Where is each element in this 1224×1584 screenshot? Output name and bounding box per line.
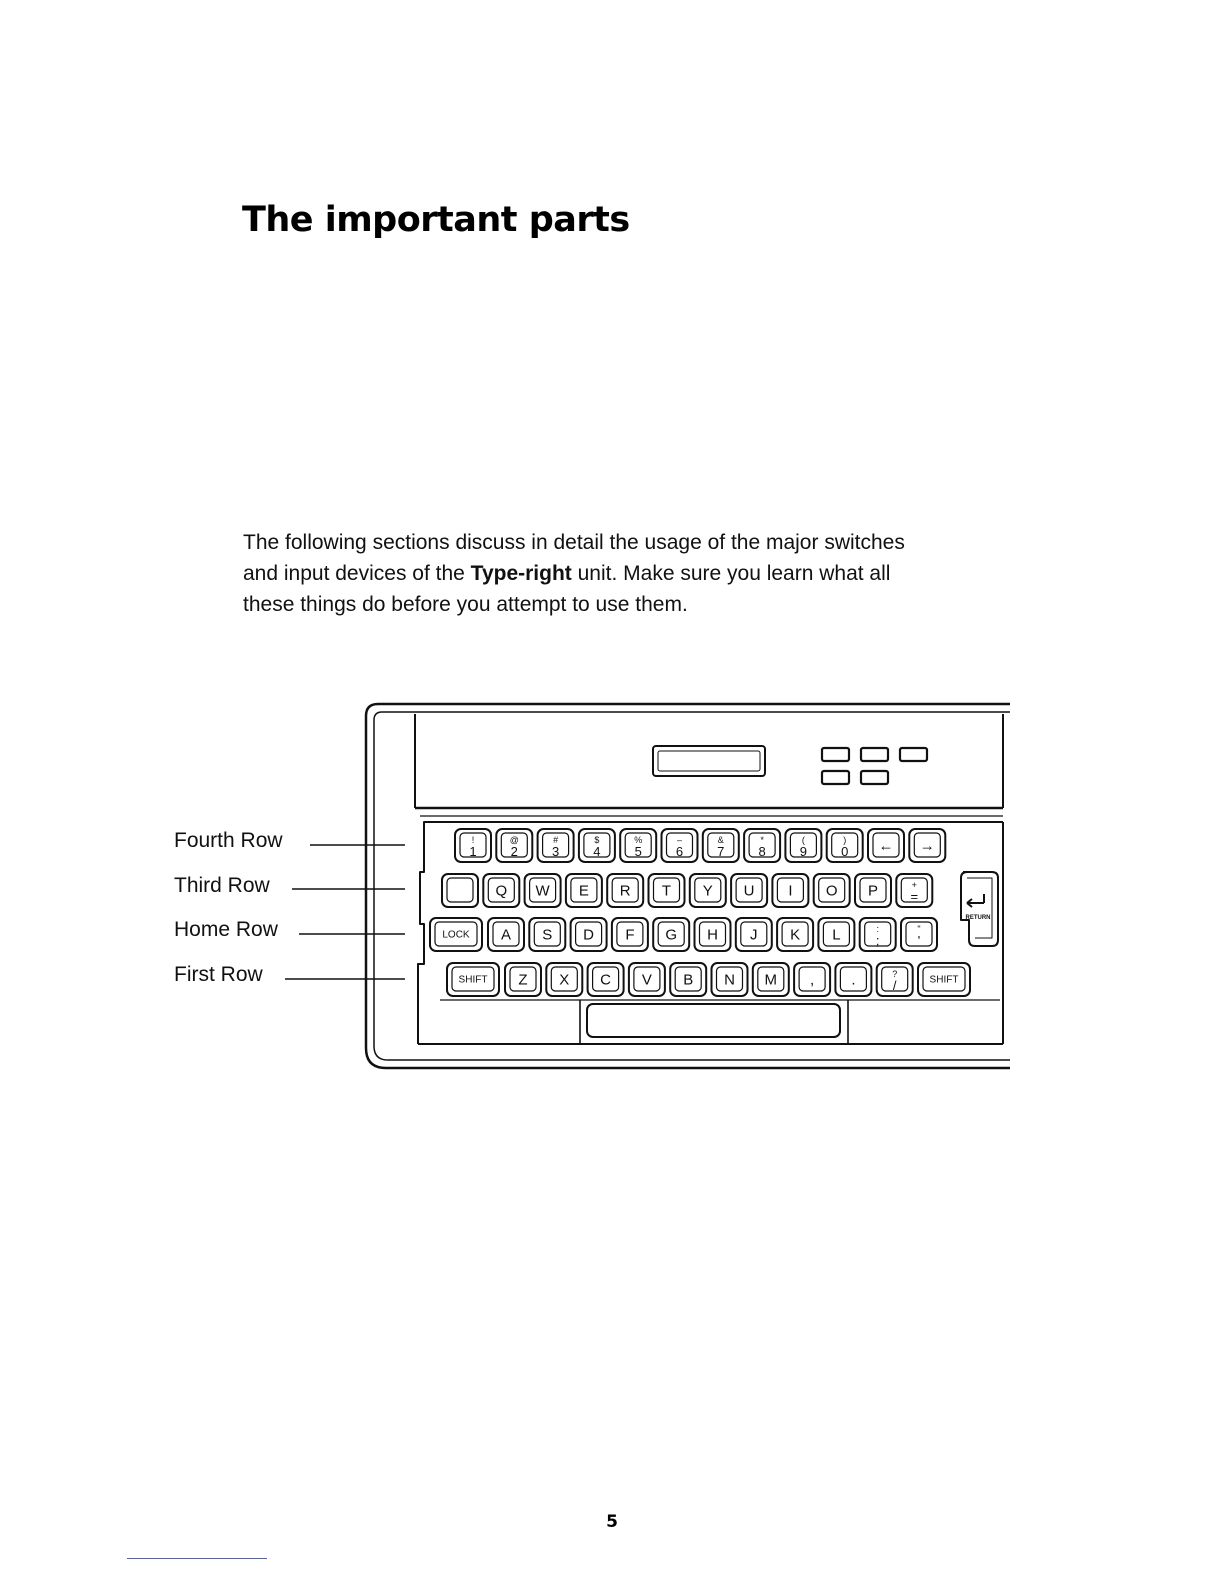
key-lower-legend: 8: [758, 844, 766, 859]
key-legend: G: [665, 926, 678, 944]
key-legend: W: [535, 882, 550, 900]
key-fourth-row-11: [909, 829, 945, 862]
key-legend: →: [919, 837, 935, 855]
key-home-row-10: [860, 918, 896, 951]
key-upper-legend: #: [553, 835, 559, 845]
key-legend: N: [724, 971, 735, 989]
key-fourth-row-2: [538, 829, 574, 862]
key-legend: E: [578, 882, 589, 900]
key-lower-legend: =: [910, 889, 919, 904]
key-third-row-0: [442, 874, 478, 907]
key-home-row-2: [529, 918, 565, 951]
key-first-row-7: [753, 963, 789, 996]
key-fourth-row-7: [744, 829, 780, 862]
key-legend: L: [832, 926, 841, 944]
key-upper-legend: !: [471, 835, 475, 845]
key-home-row-9: [818, 918, 854, 951]
key-lower-legend: /: [892, 978, 897, 993]
key-legend: Q: [495, 882, 508, 900]
key-home-row-1: [488, 918, 524, 951]
key-legend: M: [764, 971, 778, 989]
key-fourth-row-8: [785, 829, 821, 862]
key-home-row-3: [571, 918, 607, 951]
key-third-row-2: [525, 874, 561, 907]
key-upper-legend: :: [876, 924, 879, 934]
product-name: Type-right: [470, 562, 572, 585]
key-legend: H: [707, 926, 718, 944]
key-third-row-6: [690, 874, 726, 907]
key-home-row-7: [736, 918, 772, 951]
key-third-row-5: [649, 874, 685, 907]
fourth-row-label: Fourth Row: [174, 829, 283, 852]
intro-line-3: these things do before you attempt to use them.: [243, 593, 688, 616]
key-legend: V: [641, 971, 652, 989]
key-upper-legend: –: [676, 835, 683, 845]
page-number: 5: [606, 1512, 618, 1532]
key-first-row-10: [877, 963, 913, 996]
row-leader-lines: [285, 845, 405, 979]
space-bar: [587, 1004, 840, 1037]
key-first-row-4: [629, 963, 665, 996]
intro-line-2-end: unit. Make sure you learn what all: [571, 562, 891, 585]
key-legend: .: [851, 971, 856, 989]
key-fourth-row-10: [868, 829, 904, 862]
key-third-row-8: [772, 874, 808, 907]
key-legend: X: [559, 971, 570, 989]
key-fourth-row-0: [455, 829, 491, 862]
key-legend: J: [750, 926, 758, 944]
key-upper-legend: $: [594, 835, 600, 845]
key-legend: P: [867, 882, 879, 900]
key-fourth-row-4: [620, 829, 656, 862]
key-lower-legend: ': [917, 933, 921, 948]
key-upper-legend: %: [634, 835, 643, 845]
key-legend: B: [683, 971, 694, 989]
key-upper-legend: ": [917, 924, 921, 934]
key-legend: A: [500, 926, 512, 944]
key-legend: ←: [878, 837, 894, 855]
home-row-label: Home Row: [174, 918, 278, 941]
key-fourth-row-1: [496, 829, 532, 862]
key-lower-legend: ;: [875, 933, 880, 948]
first-row-label: First Row: [174, 963, 263, 986]
key-legend: I: [788, 882, 793, 900]
key-legend: D: [583, 926, 595, 944]
key-upper-legend: (: [801, 835, 805, 845]
intro-line-2-start: and input devices of the: [243, 562, 471, 585]
key-third-row-4: [607, 874, 643, 907]
key-fourth-row-9: [827, 829, 863, 862]
key-home-row-4: [612, 918, 648, 951]
key-legend: R: [619, 882, 631, 900]
key-lower-legend: 2: [510, 844, 518, 859]
keys-layer: [430, 829, 970, 996]
key-legend: C: [600, 971, 612, 989]
key-home-row-11: [901, 918, 937, 951]
key-legend: K: [790, 926, 801, 944]
key-legend: U: [743, 882, 755, 900]
key-first-row-0: [447, 963, 499, 996]
key-legend: ,: [810, 971, 815, 989]
key-third-row-10: [855, 874, 891, 907]
key-home-row-6: [695, 918, 731, 951]
key-fourth-row-5: [662, 829, 698, 862]
key-legend: Y: [702, 882, 713, 900]
key-lower-legend: 4: [593, 844, 601, 859]
key-lower-legend: 7: [717, 844, 725, 859]
key-legend: T: [661, 882, 672, 900]
key-third-row-1: [483, 874, 519, 907]
key-lower-legend: 6: [675, 844, 684, 859]
key-third-row-9: [814, 874, 850, 907]
key-upper-legend: @: [509, 835, 519, 845]
return-key-label: RETURN: [965, 915, 991, 921]
key-fourth-row-3: [579, 829, 615, 862]
key-lower-legend: 9: [799, 844, 808, 859]
footnote-rule: [127, 1558, 267, 1559]
intro-line-1: The following sections discuss in detail the usage of the major switches: [243, 531, 905, 554]
key-legend: Z: [518, 971, 528, 989]
key-legend: LOCK: [442, 929, 470, 941]
key-first-row-6: [712, 963, 748, 996]
third-row-label: Third Row: [174, 874, 270, 897]
return-arrow-icon: [967, 894, 984, 907]
key-face: [447, 878, 473, 902]
indicator-switches: [822, 748, 927, 784]
key-third-row-7: [731, 874, 767, 907]
key-upper-legend: +: [911, 880, 917, 890]
key-first-row-2: [546, 963, 582, 996]
key-home-row-0: [430, 918, 482, 951]
key-legend: SHIFT: [458, 974, 488, 986]
key-legend: SHIFT: [929, 974, 959, 986]
key-first-row-9: [835, 963, 871, 996]
key-lower-legend: 1: [469, 844, 477, 859]
key-legend: F: [625, 926, 635, 944]
key-third-row-3: [566, 874, 602, 907]
key-home-row-5: [653, 918, 689, 951]
key-lower-legend: 0: [841, 844, 849, 859]
key-lower-legend: 5: [634, 844, 642, 859]
key-first-row-5: [670, 963, 706, 996]
page-title: The important parts: [242, 200, 630, 240]
key-fourth-row-6: [703, 829, 739, 862]
key-legend: S: [542, 926, 553, 944]
key-home-row-8: [777, 918, 813, 951]
key-upper-legend: &: [717, 835, 724, 845]
key-first-row-8: [794, 963, 830, 996]
key-upper-legend: ?: [892, 969, 898, 979]
key-first-row-3: [588, 963, 624, 996]
key-first-row-1: [505, 963, 541, 996]
key-lower-legend: 3: [551, 844, 560, 859]
key-third-row-11: [896, 874, 932, 907]
key-first-row-11: [918, 963, 970, 996]
key-upper-legend: ): [843, 835, 847, 845]
key-upper-legend: *: [760, 835, 764, 845]
key-legend: O: [825, 882, 838, 900]
